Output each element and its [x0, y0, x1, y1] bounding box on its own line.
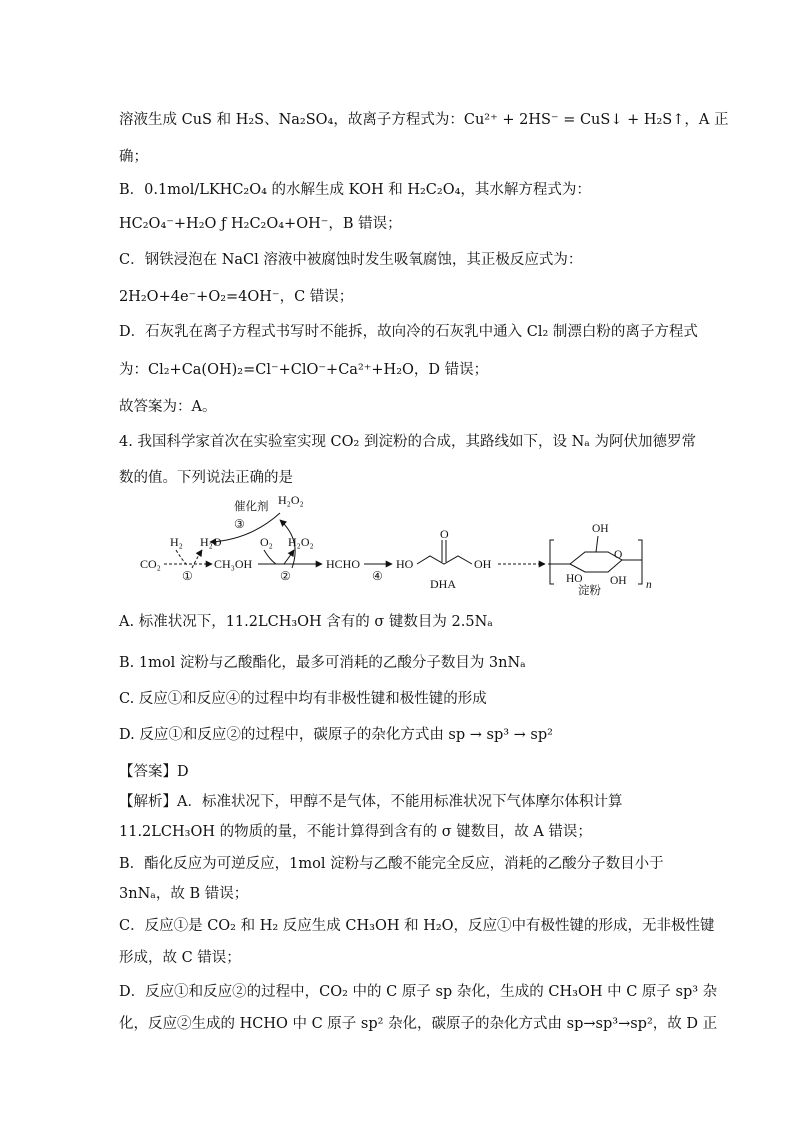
text-line-9: 故答案为：A。	[119, 399, 217, 415]
option-a: A. 标准状况下，11.2LCH₃OH 含有的 σ 键数目为 2.5Nₐ	[119, 614, 493, 630]
analysis-line-4: 3nNₐ，故 B 错误；	[119, 886, 249, 902]
analysis-line-2: 11.2LCH₃OH 的物质的量，不能计算得到含有的 σ 键数目，故 A 错误；	[119, 824, 592, 840]
analysis-line-8: 化，反应②生成的 HCHO 中 C 原子 sp² 杂化，碳原子的杂化方式由 sp→sp³→sp²，故 D 正	[119, 1016, 718, 1032]
catalyst-label: 催化剂	[234, 501, 269, 513]
starch-oh-bottom: OH	[610, 575, 627, 587]
analysis-line-6: 形成，故 C 错误；	[119, 950, 241, 966]
question-4-line-2: 数的值。下列说法正确的是	[119, 470, 293, 486]
dha-o-label: O	[440, 527, 449, 541]
dha-oh-label: OH	[474, 557, 492, 571]
dha-skeleton	[417, 556, 472, 564]
option-c: C. 反应①和反应④的过程中均有非极性键和极性键的形成	[119, 691, 487, 707]
o2-label: O₂	[260, 535, 273, 549]
starch-oh-top: OH	[592, 523, 609, 535]
starch-oh-top-bond	[596, 536, 598, 552]
h2o-label: H₂O	[200, 535, 222, 549]
text-line-3: B．0.1mol/LKHC₂O₄ 的水解生成 KOH 和 H₂C₂O₄，其水解方程式为：	[119, 182, 591, 198]
step-3-label: ③	[234, 517, 245, 531]
h2o2-top-label: H₂O₂	[278, 493, 304, 507]
text-line-5: C．钢铁浸泡在 NaCl 溶液中被腐蚀时发生吸氧腐蚀，其正极反应式为：	[119, 252, 583, 268]
text-line-1: 溶液生成 CuS 和 H₂S、Na₂SO₄，故离子方程式为：Cu²⁺ + 2HS⁻ = CuS↓ + H₂S↑，A 正	[119, 112, 729, 128]
starch-n-label: n	[646, 579, 652, 591]
question-4-line-1: 4. 我国科学家首次在实验室实现 CO₂ 到淀粉的合成，其路线如下，设 Nₐ 为阿伏加德罗常	[119, 434, 696, 450]
h2o-output-arc	[192, 550, 202, 568]
option-d: D. 反应①和反应②的过程中，碳原子的杂化方式由 sp → sp³ → sp²	[119, 727, 553, 743]
starch-name: 淀粉	[578, 585, 601, 597]
starch-ho: HO	[566, 573, 583, 585]
dha-name: DHA	[430, 577, 456, 591]
starch-left-bracket	[550, 540, 554, 584]
co2-label: CO₂	[140, 557, 161, 571]
co2-to-starch-route-diagram	[130, 488, 660, 598]
analysis-line-1: 【解析】A．标准状况下，甲醇不是气体，不能用标准状况下气体摩尔体积计算	[119, 794, 623, 810]
analysis-line-3: B．酯化反应为可逆反应，1mol 淀粉与乙酸不能完全反应，消耗的乙酸分子数目小于	[119, 856, 664, 872]
step-4-label: ④	[372, 569, 383, 583]
text-line-2: 确；	[119, 149, 148, 165]
o2-input-arc	[264, 550, 276, 564]
ch3oh-label: CH₃OH	[214, 557, 253, 571]
h2-label: H₂	[170, 535, 183, 549]
step-2-label: ②	[280, 569, 291, 583]
analysis-line-7: D．反应①和反应②的过程中，CO₂ 中的 C 原子 sp 杂化，生成的 CH₃OH 中 C 原子 sp³ 杂	[119, 984, 718, 1000]
option-b: B. 1mol 淀粉与乙酸酯化，最多可消耗的乙酸分子数目为 3nNₐ	[119, 655, 526, 671]
text-line-8: 为：Cl₂+Ca(OH)₂=Cl⁻+ClO⁻+Ca²⁺+H₂O，D 错误；	[119, 362, 489, 378]
answer: 【答案】D	[119, 764, 189, 780]
h2o2-output-arc	[284, 550, 294, 564]
text-line-4: HC₂O₄⁻+H₂O ƒ H₂C₂O₄+OH⁻，B 错误；	[119, 216, 402, 232]
text-line-7: D．石灰乳在离子方程式书写时不能拆，故向冷的石灰乳中通入 Cl₂ 制漂白粉的离子方程式	[119, 324, 698, 340]
dha-ho-label: HO	[396, 557, 414, 571]
starch-right-bracket	[638, 540, 642, 584]
step-1-label: ①	[182, 569, 193, 583]
h2o2-right-label: H₂O₂	[288, 535, 314, 549]
starch-o-ring: O	[614, 549, 623, 561]
text-line-6: 2H₂O+4e⁻+O₂=4OH⁻，C 错误；	[119, 289, 354, 305]
hcho-label: HCHO	[326, 557, 361, 571]
analysis-line-5: C．反应①是 CO₂ 和 H₂ 反应生成 CH₃OH 和 H₂O，反应①中有极性键的形成，无非极性键	[119, 918, 715, 934]
